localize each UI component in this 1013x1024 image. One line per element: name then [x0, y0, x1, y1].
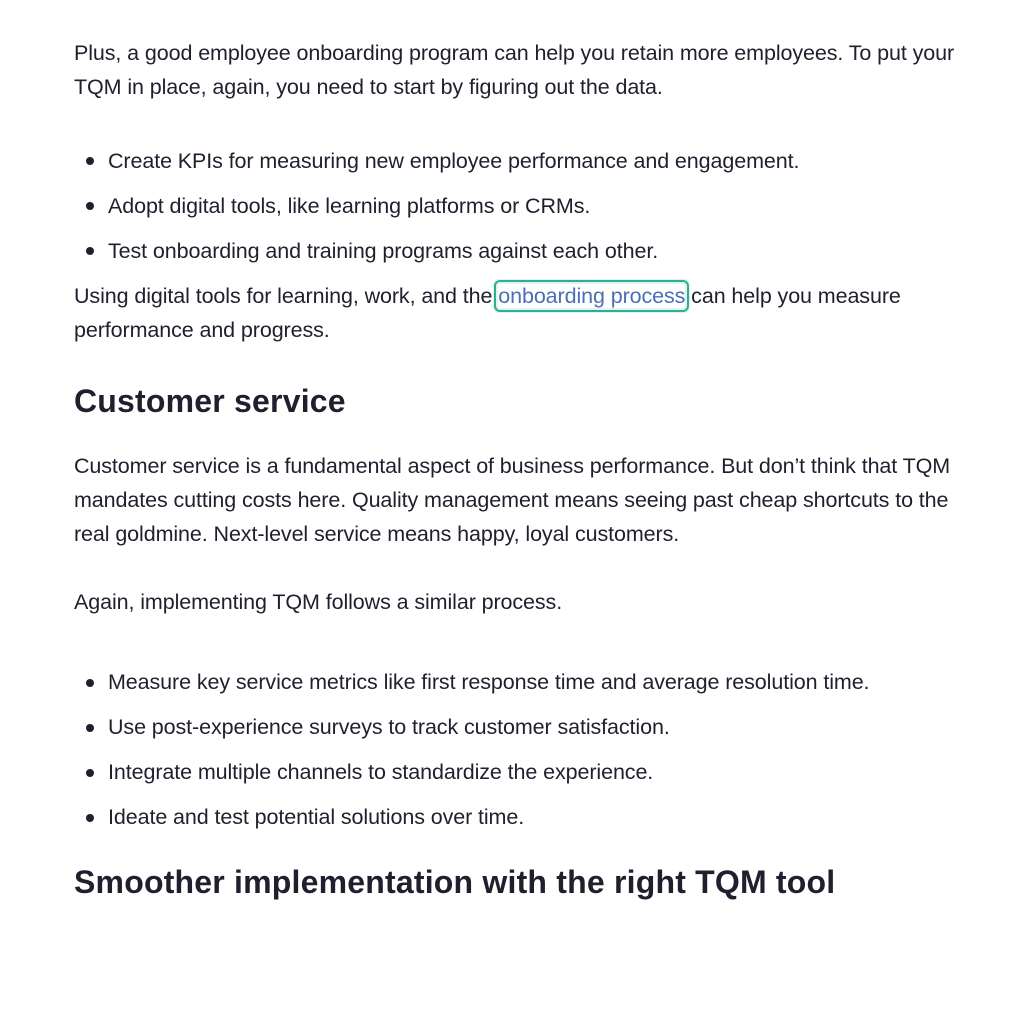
list-item: Ideate and test potential solutions over time.: [74, 795, 924, 840]
onboarding-steps-list: [74, 144, 974, 268]
list-item: Test onboarding and training programs against each other.: [74, 234, 974, 268]
list-item: Measure key service metrics like first response time and average resolution time.: [74, 660, 924, 705]
digital-tools-paragraph: [74, 279, 934, 347]
service-steps-list: [74, 660, 924, 840]
list-item: Integrate multiple channels to standardize the experience.: [74, 750, 924, 795]
article-body: [74, 36, 974, 904]
intro-paragraph: Plus, a good employee onboarding program can help you retain more employees. To put your TQM in place, again, you need to start by figuring out the data.: [74, 41, 955, 99]
onboarding-process-link[interactable]: onboarding process: [498, 284, 686, 308]
section-heading-customer-service: Customer service: [74, 383, 346, 419]
paragraph-text: Using digital tools for learning, work, and the: [74, 284, 499, 308]
list-item: Adopt digital tools, like learning platforms or CRMs.: [74, 189, 974, 223]
implementation-paragraph: Again, implementing TQM follows a similar process.: [74, 590, 563, 614]
section-heading-tqm-tool: Smoother implementation with the right TQM tool: [74, 864, 836, 900]
paragraph-text: can help you measure performance and progress.: [74, 284, 901, 342]
list-item: Use post-experience surveys to track customer satisfaction.: [74, 705, 924, 750]
list-item: Create KPIs for measuring new employee performance and engagement.: [74, 144, 974, 178]
customer-service-paragraph: Customer service is a fundamental aspect of business performance. But don’t think that TQM mandates cutting costs here. Quality management means seeing past cheap shortcuts to the real goldmine. Next-level service means happy, loyal customers.: [74, 454, 951, 546]
